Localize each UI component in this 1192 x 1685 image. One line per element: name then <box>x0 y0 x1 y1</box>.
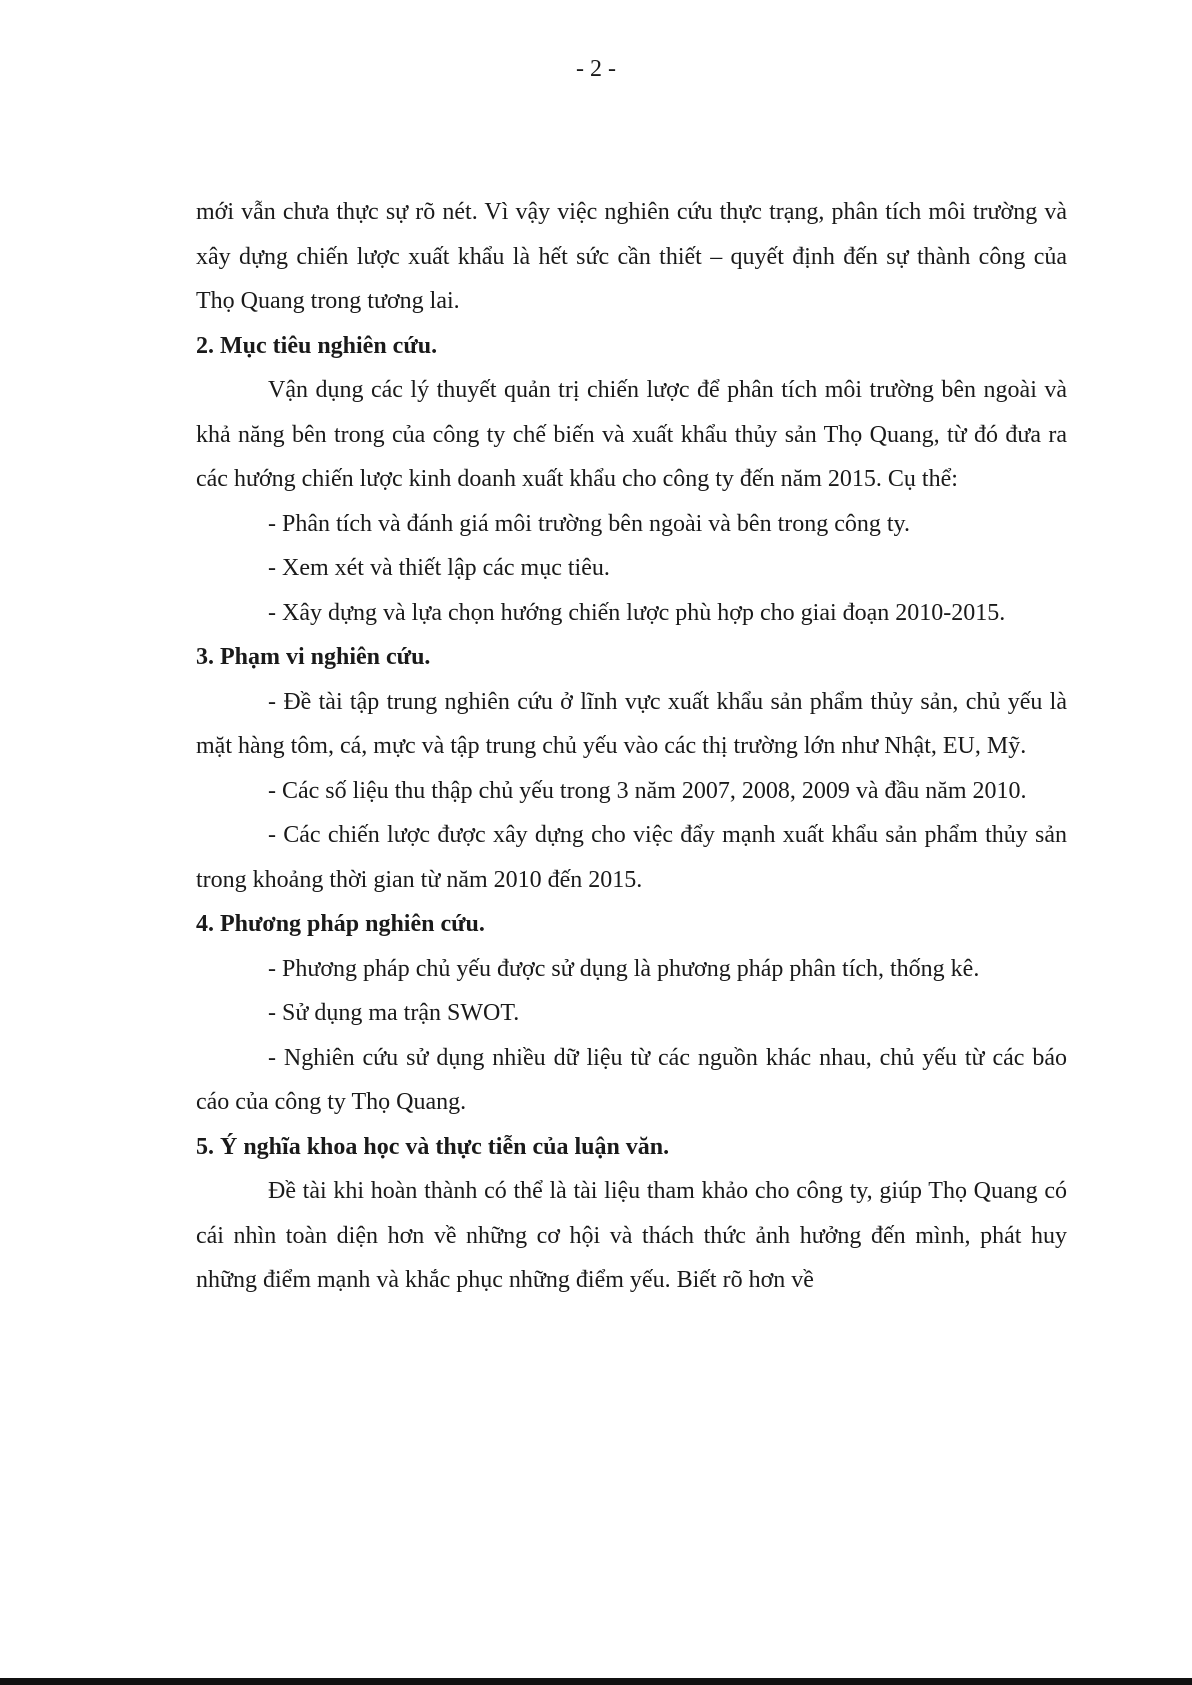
list-item-scope: - Đề tài tập trung nghiên cứu ở lĩnh vực xuất khẩu sản phẩm thủy sản, chủ yếu là mặt hàng tôm, cá, mực và tập trung chủ yếu vào các thị trường lớn như Nhật, EU, Mỹ. <box>196 688 1067 759</box>
document-body <box>196 190 1067 1303</box>
section-heading-methods: 4. Phương pháp nghiên cứu. <box>196 911 485 937</box>
section-heading-scope: 3. Phạm vi nghiên cứu. <box>196 644 431 670</box>
bottom-border <box>0 1678 1192 1685</box>
list-item-method: - Phương pháp chủ yếu được sử dụng là phương pháp phân tích, thống kê. <box>268 955 980 982</box>
list-item-method: - Sử dụng ma trận SWOT. <box>268 1000 520 1026</box>
paragraph-continuation: mới vẫn chưa thực sự rõ nét. Vì vậy việc nghiên cứu thực trạng, phân tích môi trường và xây dựng chiến lược xuất khẩu là hết sức cần thiết – quyết định đến sự thành công của Thọ Quang trong tương lai. <box>196 199 1067 314</box>
list-item-scope: - Các số liệu thu thập chủ yếu trong 3 năm 2007, 2008, 2009 và đầu năm 2010. <box>268 777 1027 804</box>
list-item-method: - Nghiên cứu sử dụng nhiều dữ liệu từ các nguồn khác nhau, chủ yếu từ các báo cáo của công ty Thọ Quang. <box>196 1044 1067 1115</box>
list-item-scope: - Các chiến lược được xây dựng cho việc đẩy mạnh xuất khẩu sản phẩm thủy sản trong khoảng thời gian từ năm 2010 đến 2015. <box>196 822 1067 893</box>
section-heading-objectives: 2. Mục tiêu nghiên cứu. <box>196 332 438 359</box>
list-item-objective: - Phân tích và đánh giá môi trường bên ngoài và bên trong công ty. <box>268 510 910 537</box>
page-number: - 2 - <box>576 56 616 82</box>
paragraph-significance: Đề tài khi hoàn thành có thể là tài liệu tham khảo cho công ty, giúp Thọ Quang có cái nhìn toàn diện hơn về những cơ hội và thách thức ảnh hưởng đến mình, phát huy những điểm mạnh và khắc phục những điểm yếu. Biết rõ hơn về <box>196 1178 1067 1293</box>
paragraph-objectives: Vận dụng các lý thuyết quản trị chiến lược để phân tích môi trường bên ngoài và khả năng bên trong của công ty chế biến và xuất khẩu thủy sản Thọ Quang, từ đó đưa ra các hướng chiến lược kinh doanh xuất khẩu cho công ty đến năm 2015. Cụ thể: <box>196 377 1067 492</box>
list-item-objective: - Xem xét và thiết lập các mục tiêu. <box>268 555 610 581</box>
list-item-objective: - Xây dựng và lựa chọn hướng chiến lược phù hợp cho giai đoạn 2010-2015. <box>268 599 1006 626</box>
section-heading-significance: 5. Ý nghĩa khoa học và thực tiễn của luận văn. <box>196 1133 670 1160</box>
